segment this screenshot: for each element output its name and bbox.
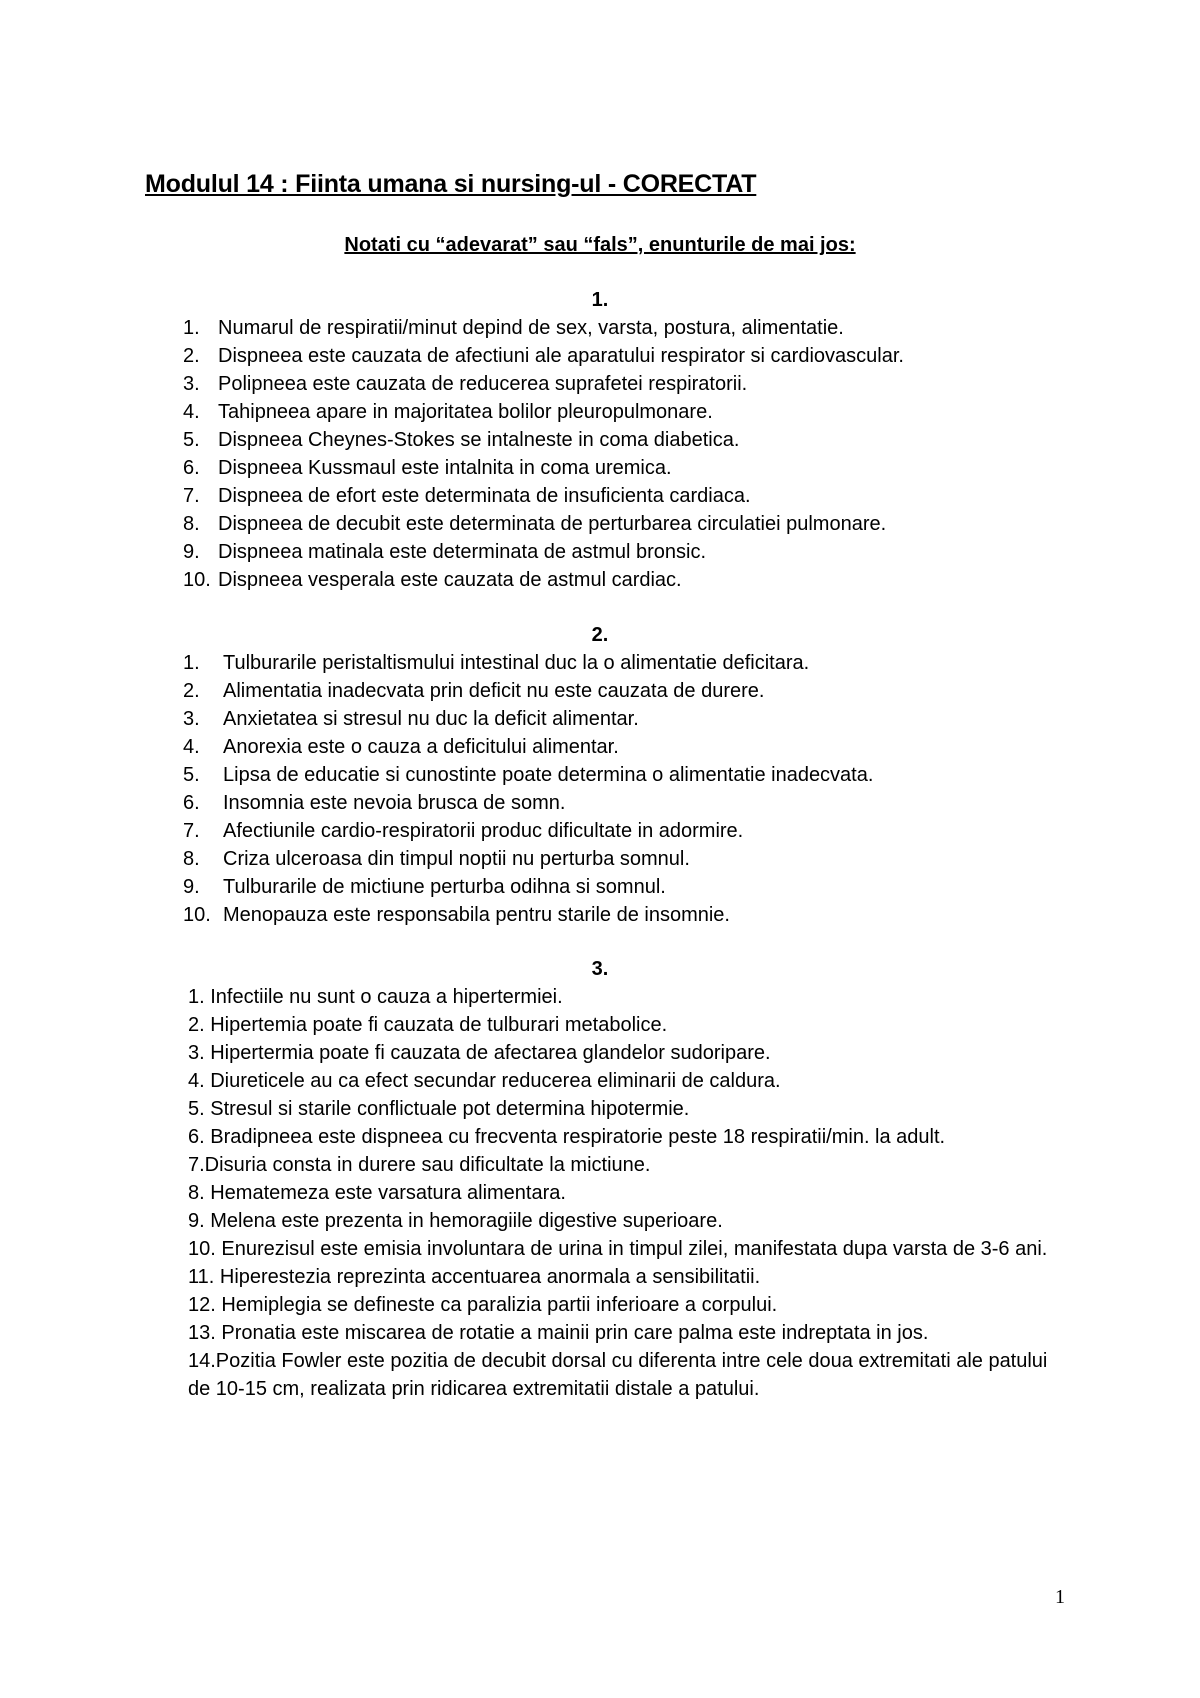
item-number: 6. (183, 457, 200, 479)
item-number: 9. (183, 541, 200, 563)
item-text: Tahipneea apare in majoritatea bolilor pleuropulmonare. (218, 401, 713, 423)
list-item: 3. Hipertermia poate fi cauzata de afectarea glandelor sudoripare. (188, 1042, 771, 1064)
item-text: Menopauza este responsabila pentru starile de insomnie. (223, 904, 730, 926)
list-item (183, 789, 873, 817)
instruction-text: Notati cu “adevarat” sau “fals”, enunturile de mai jos: (344, 234, 856, 256)
list-item (183, 761, 873, 789)
list-item: 8. Hematemeza este varsatura alimentara. (188, 1182, 566, 1204)
section-2-list (183, 649, 873, 929)
item-text: Anorexia este o cauza a deficitului alimentar. (223, 736, 619, 758)
item-text: Tulburarile de mictiune perturba odihna si somnul. (223, 876, 666, 898)
list-item (183, 677, 873, 705)
list-item (183, 705, 873, 733)
item-number: 9. (183, 876, 200, 898)
item-text: Dispneea Cheynes-Stokes se intalneste in coma diabetica. (218, 429, 740, 451)
item-number: 10. (183, 904, 211, 926)
list-item (183, 538, 904, 566)
list-item: 1. Infectiile nu sunt o cauza a hipertermiei. (188, 986, 563, 1008)
item-number: 3. (183, 373, 200, 395)
section-1-list (183, 314, 904, 594)
section-2-heading: 2. (591, 624, 609, 646)
item-number: 5. (183, 429, 200, 451)
item-text: Criza ulceroasa din timpul noptii nu perturba somnul. (223, 848, 690, 870)
list-item: 14.Pozitia Fowler este pozitia de decubit dorsal cu diferenta intre cele doua extremitati ale patului de 10-15 cm, realizata prin ridicarea extremitatii distale a patului. (188, 1350, 1048, 1400)
item-number: 7. (183, 485, 200, 507)
list-item: 13. Pronatia este miscarea de rotatie a mainii prin care palma este indreptata in jos. (188, 1322, 929, 1344)
item-number: 10. (183, 569, 211, 591)
page-number: 1 (1055, 1586, 1065, 1608)
list-item: 11. Hiperestezia reprezinta accentuarea anormala a sensibilitatii. (188, 1266, 761, 1288)
item-number: 2. (183, 345, 200, 367)
list-item (183, 370, 904, 398)
item-number: 1. (183, 317, 200, 339)
item-text: Dispneea vesperala este cauzata de astmul cardiac. (218, 569, 682, 591)
item-text: Afectiunile cardio-respiratorii produc dificultate in adormire. (223, 820, 744, 842)
item-number: 7. (183, 820, 200, 842)
list-item (183, 817, 873, 845)
list-item: 6. Bradipneea este dispneea cu frecventa respiratorie peste 18 respiratii/min. la adult. (188, 1126, 946, 1148)
document-title: Modulul 14 : Fiinta umana si nursing-ul - CORECTAT (145, 170, 757, 198)
list-item: 2. Hipertemia poate fi cauzata de tulburari metabolice. (188, 1014, 668, 1036)
list-item (183, 649, 873, 677)
item-number: 3. (183, 708, 200, 730)
section-1-heading: 1. (591, 289, 609, 311)
list-item: 4. Diureticele au ca efect secundar reducerea eliminarii de caldura. (188, 1070, 781, 1092)
item-text: Anxietatea si stresul nu duc la deficit alimentar. (223, 708, 639, 730)
item-text: Dispneea de efort este determinata de insuficienta cardiaca. (218, 485, 751, 507)
item-text: Insomnia este nevoia brusca de somn. (223, 792, 566, 814)
item-text: Dispneea de decubit este determinata de perturbarea circulatiei pulmonare. (218, 513, 887, 535)
item-text: Dispneea este cauzata de afectiuni ale aparatului respirator si cardiovascular. (218, 345, 904, 367)
item-number: 4. (183, 736, 200, 758)
list-item (183, 901, 873, 929)
list-item (183, 398, 904, 426)
list-item (183, 426, 904, 454)
item-number: 6. (183, 792, 200, 814)
list-item (183, 566, 904, 594)
list-item (183, 314, 904, 342)
item-number: 5. (183, 764, 200, 786)
item-number: 2. (183, 680, 200, 702)
section-3-list (188, 983, 1058, 1403)
list-item: 12. Hemiplegia se defineste ca paralizia partii inferioare a corpului. (188, 1294, 778, 1316)
item-text: Tulburarile peristaltismului intestinal duc la o alimentatie deficitara. (223, 652, 810, 674)
item-text: Polipneea este cauzata de reducerea suprafetei respiratorii. (218, 373, 748, 395)
list-item (183, 510, 904, 538)
list-item (183, 733, 873, 761)
list-item (183, 845, 873, 873)
item-number: 1. (183, 652, 200, 674)
section-3-heading: 3. (591, 958, 609, 980)
list-item: 7.Disuria consta in durere sau dificultate la mictiune. (188, 1154, 651, 1176)
item-text: Alimentatia inadecvata prin deficit nu este cauzata de durere. (223, 680, 765, 702)
item-number: 8. (183, 848, 200, 870)
item-number: 8. (183, 513, 200, 535)
list-item (183, 873, 873, 901)
list-item (183, 454, 904, 482)
item-text: Dispneea Kussmaul este intalnita in coma uremica. (218, 457, 672, 479)
item-number: 4. (183, 401, 200, 423)
item-text: Lipsa de educatie si cunostinte poate determina o alimentatie inadecvata. (223, 764, 874, 786)
item-text: Dispneea matinala este determinata de astmul bronsic. (218, 541, 707, 563)
list-item (183, 342, 904, 370)
item-text: Numarul de respiratii/minut depind de sex, varsta, postura, alimentatie. (218, 317, 844, 339)
list-item: 5. Stresul si starile conflictuale pot determina hipotermie. (188, 1098, 690, 1120)
list-item (183, 482, 904, 510)
list-item: 10. Enurezisul este emisia involuntara de urina in timpul zilei, manifestata dupa varsta de 3-6 ani. (188, 1238, 1048, 1260)
list-item: 9. Melena este prezenta in hemoragiile digestive superioare. (188, 1210, 723, 1232)
